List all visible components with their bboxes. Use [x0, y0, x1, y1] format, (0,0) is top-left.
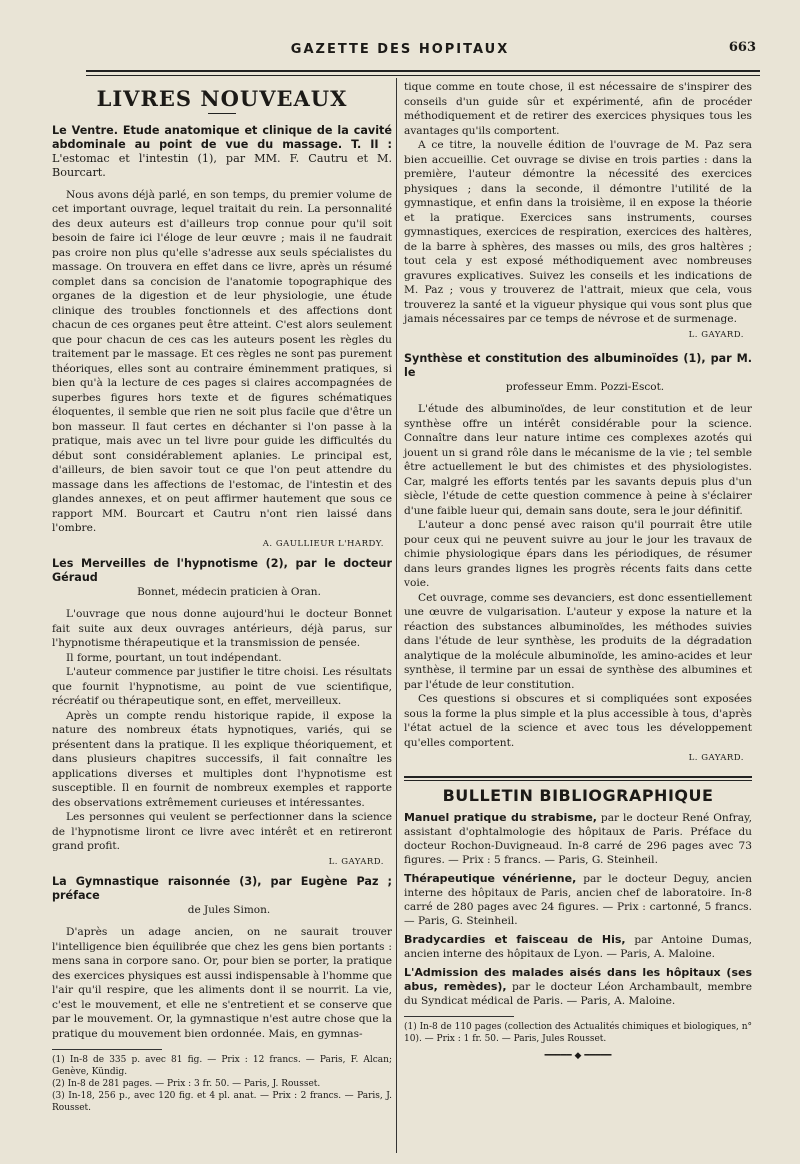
- bibliography-entry: Manuel pratique du strabisme, par le docteur René Onfray, assistant d'ophtalmologie des hôpitaux de Paris. Préface du docteur Rochon-Duvigneaud. In-8 carré de 296 pages avec 73 figures. — Prix : 5 francs. — Paris, G. Steinheil.: [404, 811, 752, 866]
- article-signature: L. GAYARD.: [328, 856, 384, 867]
- page-number: 663: [728, 40, 756, 55]
- column-divider: [396, 78, 397, 1153]
- header-rule: [86, 70, 760, 76]
- article-paragraph: Nous avons déjà parlé, en son temps, du premier volume de cet important ouvrage, lequel traitait du rein. La personnalité des deux auteurs est d'ailleurs trop connue pour qu'il soit besoin de faire ici l'éloge de leur œuvre ; mais il ne faudrait pas croire non plus qu'elle s'adresse aux seuls spécialistes du massage. On trouvera en effet dans ce livre, après un résumé complet dans sa concision de l'anatomie topographique des organes de la digestion et de leur physiologie, une étude clinique des troubles fonctionnels et des affections dont chacun de ces organes peut être atteint. C'est alors seulement que pour chacun de ces cas les auteurs posent les règles du traitement par le massage. Et ces règles ne sont pas purement théoriques, elles sont au contraire éminemment pratiques, si bien qu'à la lecture de ces pages si claires accompagnées de superbes figures hors texte et de figures schématiques éloquentes, il semble que rien ne soit plus facile que d'être un bon masseur. Il faut certes en déchanter si l'on passe à la pratique, mais avec un tel livre pour guide les difficultés du début sont considérablement aplanies. Le principal est, d'ailleurs, de bien savoir tout ce que l'on peut attendre du massage dans les affections de l'estomac, de l'intestin et des glandes annexes, et on peut affirmer hautement que sous ce rapport MM. Bourcart et Cautru n'ont rien laissé dans l'ombre.: [52, 188, 392, 534]
- bibliography-entry: Bradycardies et faisceau de His, par Antoine Dumas, ancien interne des hôpitaux de Lyon. — Paris, A. Maloine.: [404, 933, 752, 960]
- article-signature: L. GAYARD.: [688, 753, 744, 763]
- footnote-rule: [52, 1049, 162, 1050]
- article-signature: L. GAYARD.: [688, 329, 744, 340]
- masthead: GAZETTE DES HOPITAUX: [290, 42, 510, 57]
- article-paragraph: A ce titre, la nouvelle édition de l'ouvrage de M. Paz sera bien accueillie. Cet ouvrage se divise en trois parties : dans la première, l'auteur démontre la nécessité des exercices physiques ; dans la seconde, il démontre l'utilité de la gymnastique, et enfin dans la troisième, il en expose la théorie et la pratique. Exercices sans instruments, courses gymnastiques, exercices de respiration, exercices des haltères, de la barre à sphères, des masses ou mils, des gros haltères ; tout cela y est exposé méthodiquement avec nombreuses gravures explicatives. Suivez les conseils et les indications de M. Paz ; vous y trouverez de l'attrait, mieux que cela, vous trouverez la santé et la vigueur physique qui vous sont plus que jamais nécessaires par ce temps de névrose et de surmenage.: [404, 139, 752, 325]
- article-paragraph: Ces questions si obscures et si compliquées sont exposées sous la forme la plus simple et la plus accessible à tous, d'après l'état actuel de la science et avec tous les développement qu'elles comportent.: [404, 693, 752, 749]
- article-paragraph: L'auteur commence par justifier le titre choisi. Les résultats que fournit l'hypnotisme, au point de vue scientifique, récréatif ou thérapeutique sont, en effet, merveilleux.: [52, 666, 392, 707]
- bulletin-title: BULLETIN BIBLIOGRAPHIQUE: [442, 785, 714, 805]
- article-paragraph: L'ouvrage que nous donne aujourd'hui le docteur Bonnet fait suite aux deux ouvrages antérieurs, déjà parus, sur l'hypnotisme thérapeutique et la transmission de pensée.: [52, 608, 392, 649]
- bibliography-entry: L'Admission des malades aisés dans les hôpitaux (ses abus, remèdes), par le docteur Léon Archambault, membre du Syndicat médical de Paris. — Paris, A. Maloine.: [404, 966, 752, 1007]
- article-title: La Gymnastique raisonnée (3), par Eugène Paz ; préface: [52, 875, 392, 902]
- footnote: (3) In-18, 256 p., avec 120 fig. et 4 pl. anat. — Prix : 2 francs. — Paris, J. Rousset.: [52, 1091, 392, 1113]
- article-paragraph: L'auteur a donc pensé avec raison qu'il pourrait être utile pour ceux qui ne peuvent suivre au jour le jour les travaux de chimie physiologique épars dans les périodiques, de résumer dans leurs grandes lignes les progrès récents faits dans cette voie.: [404, 519, 752, 589]
- article-author-line: Bonnet, médecin praticien à Oran.: [137, 586, 321, 598]
- article-author-line: professeur Emm. Pozzi-Escot.: [505, 381, 665, 393]
- page-header: [0, 42, 800, 64]
- bibliography-entry: Thérapeutique vénérienne, par le docteur Deguy, ancien interne des hôpitaux de Paris, ancien chef de laboratoire. In-8 carré de 280 pages avec 24 figures. — Prix : cartonné, 5 francs. — Paris, G. Steinheil.: [404, 872, 753, 927]
- article-paragraph: L'étude des albuminoïdes, de leur constitution et de leur synthèse offre un intérêt considérable pour la science. Connaître dans leur nature intime ces complexes azotés qui jouent un si grand rôle dans le mécanisme de la vie ; tel semble être actuellement le but des chimistes et des physiologistes. Car, malgré les efforts tentés par les savants depuis plus d'un siècle, l'étude de cette question commence à peine à s'éclairer d'une faible lueur qui, demain sans doute, sera le jour définitif.: [404, 403, 752, 517]
- left-column: [52, 80, 392, 1114]
- right-column: [404, 80, 752, 1064]
- title-rule: [208, 113, 236, 114]
- end-ornament: ━━━━━ ◆ ━━━━━: [544, 1051, 612, 1061]
- article-signature: A. GAULLIEUR L'HARDY.: [262, 538, 384, 549]
- article-title: Les Merveilles de l'hypnotisme (2), par le docteur Géraud: [52, 557, 392, 584]
- article-paragraph: Cet ouvrage, comme ses devanciers, est donc essentiellement une œuvre de vulgarisation. L'auteur y expose la nature et la réaction des substances albuminoïdes, les méthodes suivies dans l'étude de leur synthèse, les produits de la dégradation analytique de la molécule albuminoïde, les amino-acides et leur synthèse, il termine par un essai de synthèse des albumines et par l'étude de leur constitution.: [404, 591, 752, 691]
- footnote: (2) In-8 de 281 pages. — Prix : 3 fr. 50. — Paris, J. Rousset.: [52, 1079, 321, 1089]
- article-paragraph: Les personnes qui veulent se perfectionner dans la science de l'hypnotisme liront ce livre avec intérêt et en retireront grand profit.: [52, 811, 392, 852]
- article-paragraph: D'après un adage ancien, on ne saurait trouver l'intelligence bien équilibrée que chez les gens bien portants : mens sana in corpore sano. Or, pour bien se porter, la pratique des exercices physiques est aussi indispensable à l'homme que l'air qu'il respire, que les aliments dont il se nourrit. La vie, c'est le mouvement, et elle ne s'entretient et se conserve que par le mouvement. Or, la gymnastique n'est autre chose que la pratique du mouvement bien ordonnée. Mais, en gymnas-: [52, 926, 392, 1040]
- article-title: Synthèse et constitution des albuminoïdes (1), par M. le: [404, 352, 752, 379]
- article-author-line: de Jules Simon.: [187, 904, 271, 916]
- article-paragraph: Il forme, pourtant, un tout indépendant.: [66, 651, 282, 664]
- footnote: (1) In-8 de 110 pages (collection des Actualités chimiques et biologiques, n° 10). — Prix : 1 fr. 50. — Paris, Jules Rousset.: [404, 1022, 752, 1044]
- footnote: (1) In-8 de 335 p. avec 81 fig. — Prix : 12 francs. — Paris, F. Alcan; Genève, Kündig.: [52, 1055, 392, 1077]
- article-title: Le Ventre. Etude anatomique et clinique de la cavité abdominale au point de vue du massage. T. II : L'estomac et l'intestin (1), par MM. F. Cautru et M. Bourcart.: [52, 123, 392, 179]
- article-paragraph: tique comme en toute chose, il est nécessaire de s'inspirer des conseils d'un guide sûr et expérimenté, afin de procéder méthodiquement et de retirer des exercices physiques tous les avantages qu'ils comportent.: [404, 81, 752, 137]
- section-rule: [404, 776, 752, 781]
- section-title: LIVRES NOUVEAUX: [96, 86, 348, 111]
- footnote-rule: [404, 1016, 514, 1017]
- article-paragraph: Après un compte rendu historique rapide, il expose la nature des nombreux états hypnotiques, variés, qui se présentent dans la pratique. Il les explique théoriquement, et dans plusieurs chapitres successifs, il fait connaître les applications diverses et multiples dont l'hypnotisme est susceptible. Il en fournit de nombreux exemples et rapporte des observations extrêmement curieuses et intéressantes.: [52, 709, 392, 809]
